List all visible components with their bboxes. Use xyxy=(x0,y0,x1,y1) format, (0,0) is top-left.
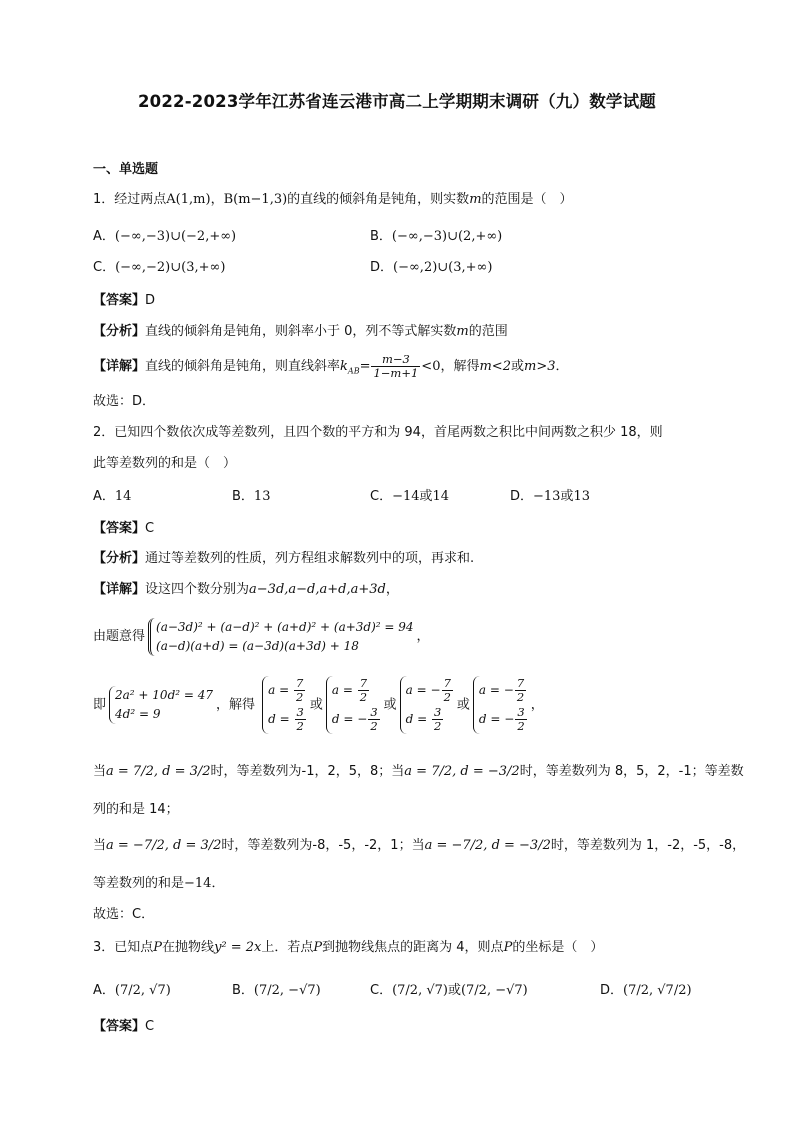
q3-option-d: D．(7/2, √7/2) xyxy=(600,983,692,998)
question-number: 3． xyxy=(93,940,115,955)
simplified-system: 2a² + 10d² = 47 4d² = 9 xyxy=(109,686,213,724)
q1-option-c: C．(−∞,−2)∪(3,+∞) xyxy=(93,260,226,275)
question-1-stem: 1．经过两点A(1,m)，B(m−1,3)的直线的倾斜角是钝角，则实数m的范围是（ ） xyxy=(93,192,573,207)
q3-option-b: B．(7/2, −√7) xyxy=(232,983,321,998)
q2-case-line3: 当a = −7/2, d = 3/2时，等差数列为-8，-5，-2，1；当a = −7/2, d = −3/2时，等差数列为 1，-2，-5，-8， xyxy=(93,838,746,853)
point-a: A(1,m) xyxy=(166,192,211,207)
system-of-equations: (a−3d)² + (a−d)² + (a+d)² + (a+3d)² = 94 (a−d)(a+d) = (a−3d)(a+3d) + 18 xyxy=(148,618,414,656)
q2-case-line4: 等差数列的和是−14． xyxy=(93,876,225,891)
q3-option-a: A．(7/2, √7) xyxy=(93,983,171,998)
q1-detail: 【详解】直线的倾斜角是钝角，则直线斜率$k_{AB}=$ $\frac{m-3}{1-m+1}$ <0，解得m<2或m>3． xyxy=(93,352,569,380)
q2-option-b: B．13 xyxy=(232,489,271,504)
q1-option-a: A．(−∞,−3)∪(−2,+∞) xyxy=(93,229,237,244)
q2-option-a: A．14 xyxy=(93,489,132,504)
q3-answer: 【答案】C xyxy=(93,1019,155,1034)
q2-case-line1: 当a = 7/2, d = 3/2时，等差数列为-1，2，5，8；当a = 7/2, d = −3/2时，等差数列为 8，5，2，-1；等差数 xyxy=(93,764,744,779)
q3-option-c: C．(7/2, √7)或(7/2, −√7) xyxy=(370,983,528,998)
solution-2: a = $\frac{7}{2}$ d = − $\frac{3}{2}$ xyxy=(326,676,381,734)
q1-analysis: 【分析】直线的倾斜角是钝角，则斜率小于 0，列不等式解实数m的范围 xyxy=(93,324,508,339)
solution-3: a = − $\frac{7}{2}$ d = $\frac{3}{2}$ xyxy=(400,676,454,734)
point-b: B(m−1,3) xyxy=(223,192,288,207)
q2-equation-system: 由题意得 (a−3d)² + (a−d)² + (a+d)² + (a+3d)² = 94 (a−d)(a+d) = (a−3d)(a+3d) + 18 ， xyxy=(93,615,430,659)
q1-option-b: B．(−∞,−3)∪(2,+∞) xyxy=(370,229,503,244)
solution-4: a = − $\frac{7}{2}$ d = − $\frac{3}{2}$ xyxy=(473,676,528,734)
question-2-stem-line1: 2．已知四个数依次成等差数列，且四个数的平方和为 94，首尾两数之积比中间两数之积少 18，则 xyxy=(93,425,663,440)
q2-choose: 故选：C． xyxy=(93,907,155,922)
q2-analysis: 【分析】通过等差数列的性质，列方程组求解数列中的项，再求和. xyxy=(93,551,475,566)
question-number: 2． xyxy=(93,425,115,440)
q2-detail: 【详解】设这四个数分别为a−3d,a−d,a+d,a+3d， xyxy=(93,582,399,597)
q2-option-c: C．−14或14 xyxy=(370,489,450,504)
slope-fraction: $\frac{m-3}{1-m+1}$ xyxy=(373,352,419,380)
q1-answer: 【答案】D xyxy=(93,293,156,308)
section-heading: 一、单选题 xyxy=(93,162,159,177)
solution-1: a = $\frac{7}{2}$ d = $\frac{3}{2}$ xyxy=(262,676,307,734)
q2-answer: 【答案】C xyxy=(93,521,155,536)
document-title: 2022-2023学年江苏省连云港市高二上学期期末调研（九）数学试题 xyxy=(138,92,656,111)
question-2-stem-line2: 此等差数列的和是（ ） xyxy=(93,456,237,471)
q1-choose: 故选：D． xyxy=(93,394,156,409)
question-3-stem: 3．已知点P在抛物线y² = 2x上．若点P到抛物线焦点的距离为 4，则点P的坐标是（ ） xyxy=(93,940,604,955)
q1-option-d: D．(−∞,2)∪(3,+∞) xyxy=(370,260,493,275)
q2-option-d: D．−13或13 xyxy=(510,489,590,504)
question-number: 1． xyxy=(93,192,115,207)
q2-case-line2: 列的和是 14； xyxy=(93,802,179,817)
q2-simplified-system: 即 2a² + 10d² = 47 4d² = 9 ，解得 a = $\frac{7}{2}$ d = $\frac{3}{2}$ 或 a = $\frac{7}{2}$ d = − $\frac{3}{2}$ 或 a = − $\frac{7}{2}$ d = $\frac{3}{2}$ 或 a = − $\frac{7}{2}$ d = − $\frac{3}{2}$ ， xyxy=(93,676,544,733)
